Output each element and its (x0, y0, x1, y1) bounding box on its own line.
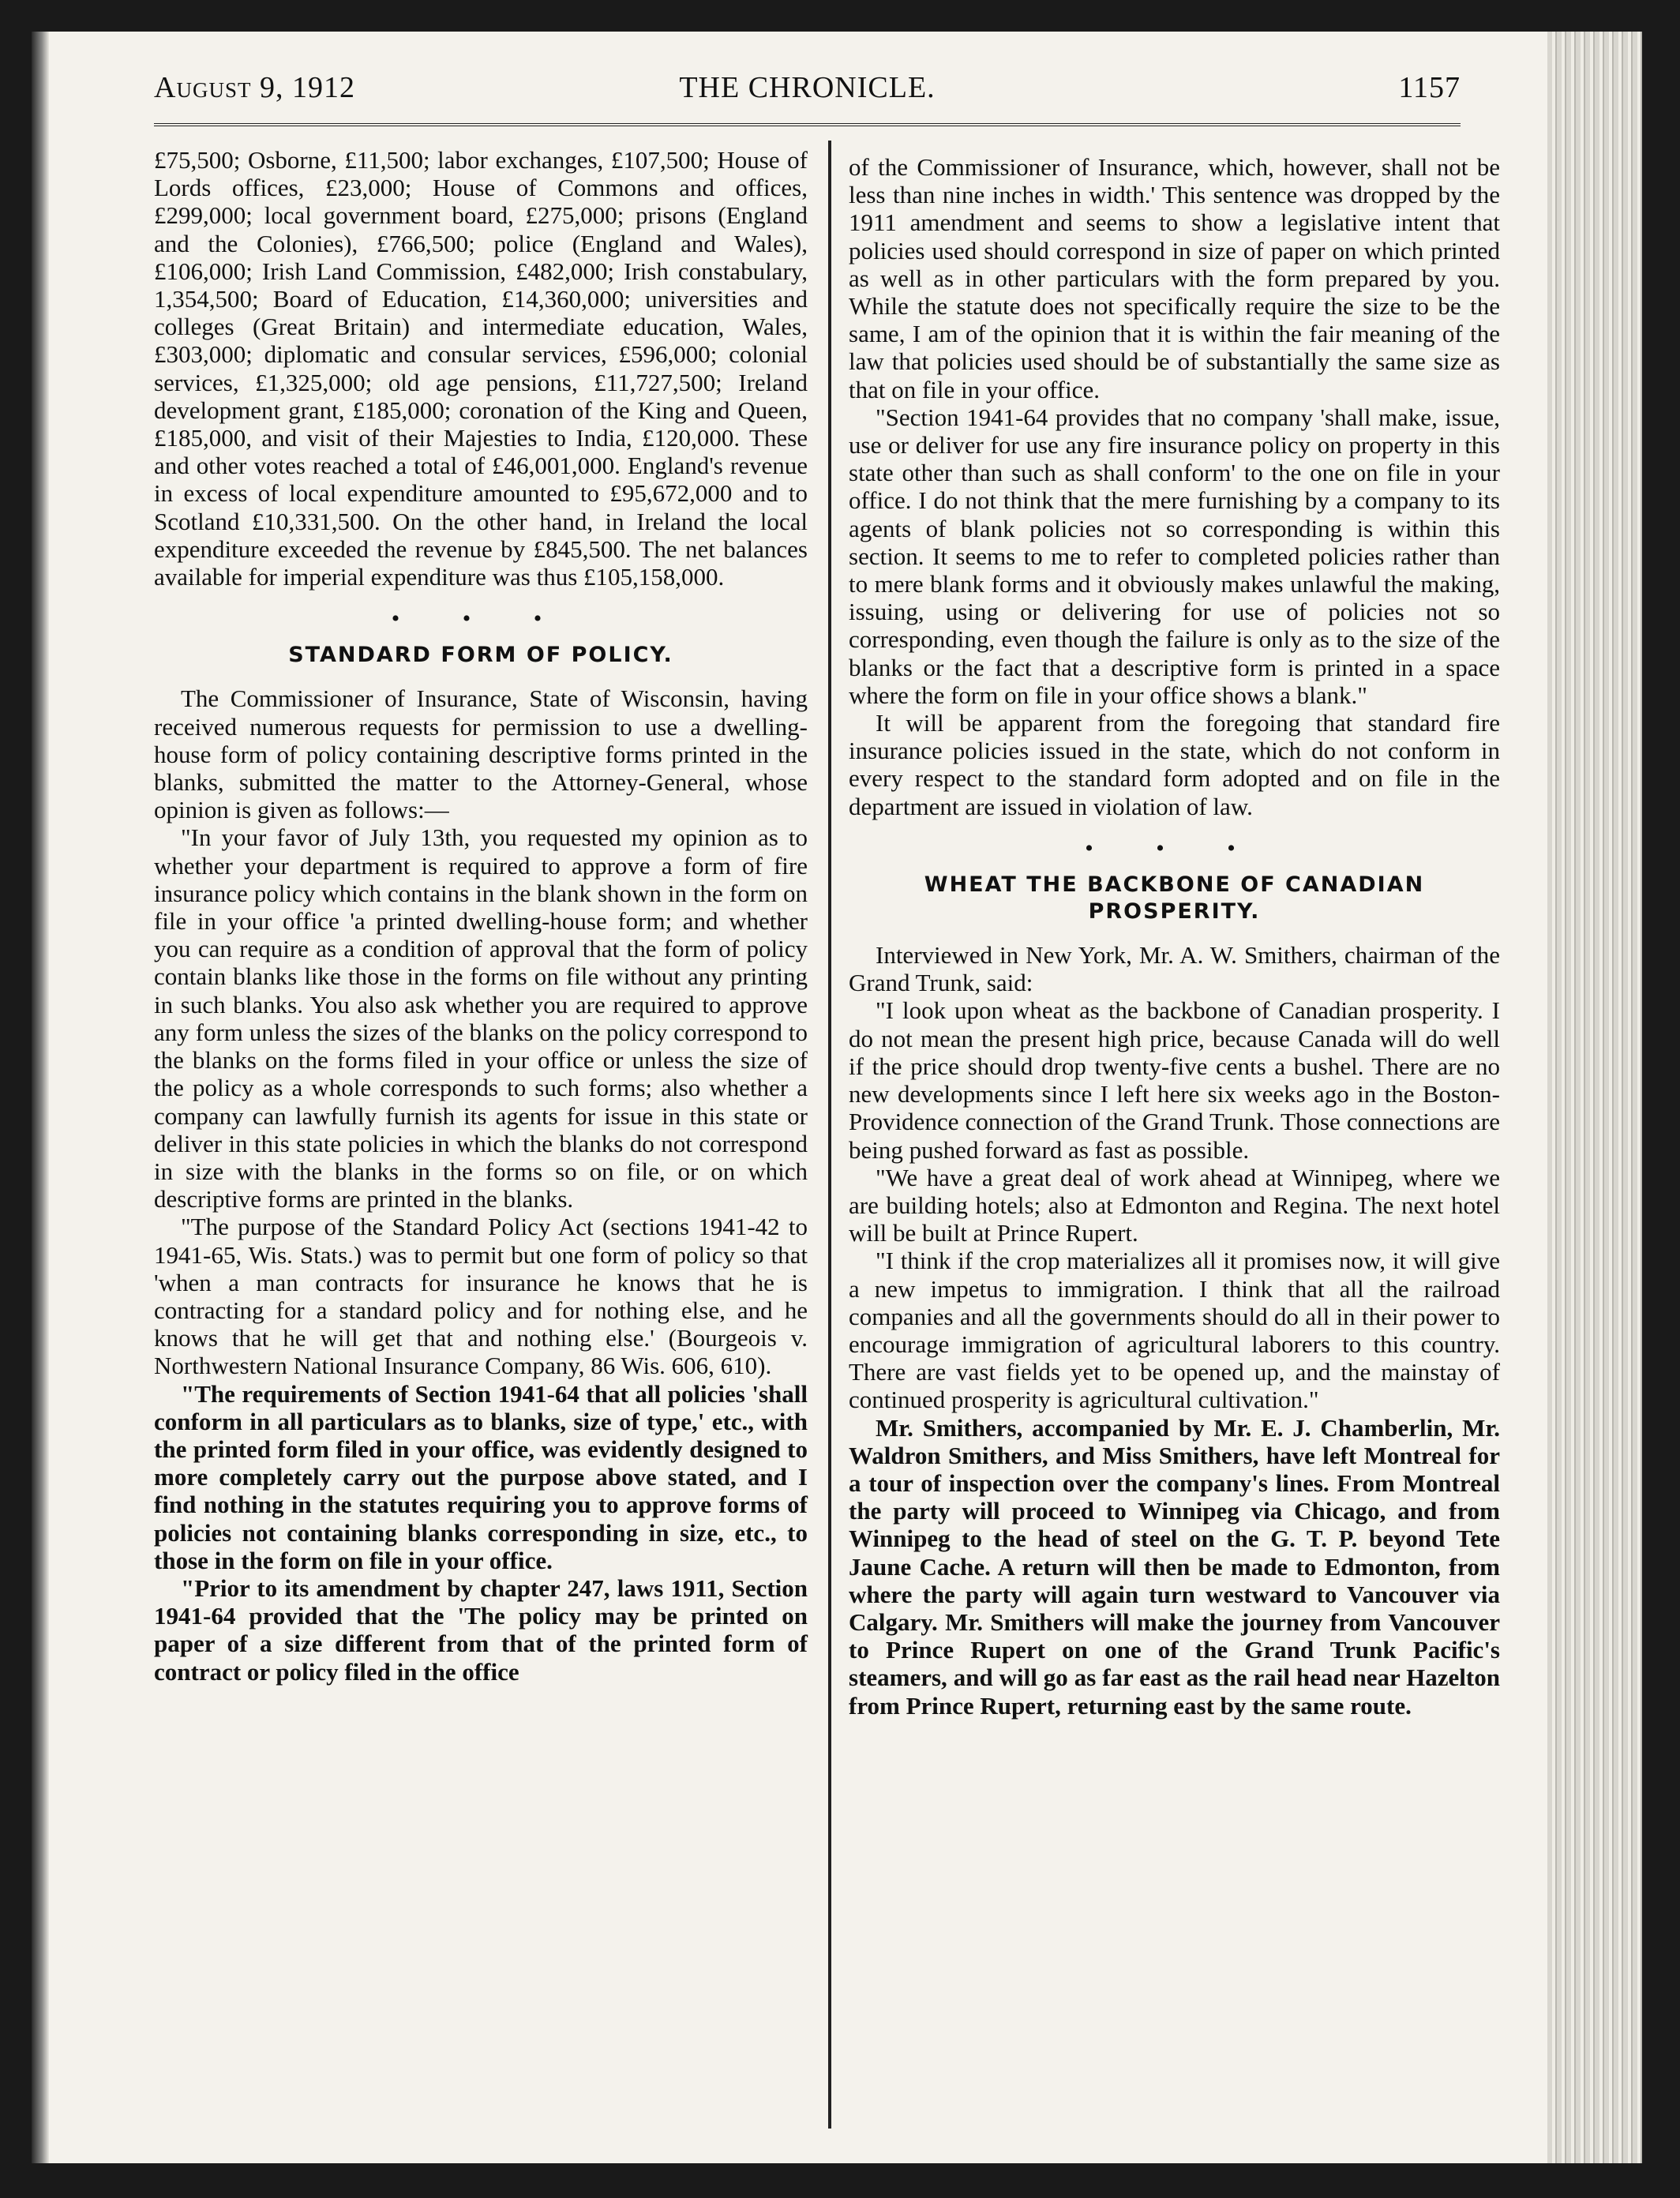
article-paragraph: "I think if the crop materializes all it promises now, it will give a new impetus to immigration. I think that all the railroad companies and all the governments should do all in their power to encourage immigration of agricultural laborers to this country. There are vast fields yet to be opened up, and the mainstay of continued prosperity is agricultural cultivation." (849, 1247, 1500, 1414)
article-paragraph: of the Commissioner of Insurance, which, however, shall not be less than nine inches in width.' This sentence was dropped by the 1911 amendment and seems to show a legislative intent that policies used should correspond in size of paper on which printed as well as in other particulars with the form prepared by you. While the statute does not specifically require the size to be the same, I am of the opinion that it is within the fair meaning of the law that policies used should be of substantially the same size as that on file in your office. (849, 153, 1500, 403)
heading-line: PROSPERITY. (1088, 899, 1261, 925)
article-paragraph: "We have a great deal of work ahead at Winnipeg, where we are building hotels; also at Edmonton and Regina. The next hotel will be built at Prince Rupert. (849, 1163, 1500, 1247)
newspaper-page (32, 32, 1642, 2163)
header-title: THE CHRONICLE. (679, 71, 936, 104)
article-paragraph: Interviewed in New York, Mr. A. W. Smithers, chairman of the Grand Trunk, said: (849, 941, 1500, 997)
article-paragraph: "Section 1941-64 provides that no company 'shall make, issue, use or deliver for use any fire insurance policy on property in this state other than such as shall conform' to the one on file in your office. I do not think that the mere furnishing by a company to its agents of blank policies not so corresponding is within this section. It seems to me to refer to completed policies rather than to mere blank forms and it obviously makes unlawful the making, issuing, using or delivering for use of policies not so corresponding, even though the failure is only as to the size of the blanks or the fact that a descriptive form is printed in a space where the form on file in your office shows a blank." (849, 403, 1500, 709)
column-divider (828, 141, 831, 2129)
heading-line: WHEAT THE BACKBONE OF CANADIAN (924, 872, 1425, 898)
article-paragraph: "I look upon wheat as the backbone of Canadian prosperity. I do not mean the present high price, because Canada will do well if the price should drop twenty-five cents a bushel. There are no new developments since I left here six weeks ago in the Boston-Providence connection of the Grand Trunk. Those connections are being pushed forward as fast as possible. (849, 996, 1500, 1164)
article-paragraph: The Commissioner of Insurance, State of Wisconsin, having received numerous requests for permission to use a dwelling-house form of policy containing descriptive forms printed in the blanks, submitted the matter to the Attorney-General, whose opinion is given as follows:— (154, 685, 808, 824)
article-heading-standard-form: STANDARD FORM OF POLICY. (288, 643, 673, 668)
header-rule (154, 123, 1461, 126)
article-heading-wheat (849, 872, 1500, 925)
article-paragraph: "The purpose of the Standard Policy Act (sections 1941-42 to 1941-65, Wis. Stats.) was to permit but one form of policy so that 'when a man contracts for insurance he knows that he is contracting for a standard policy and for nothing else, and he knows that he will get that and nothing else.' (Bourgeois v. Northwestern National Insurance Company, 86 Wis. 606, 610). (154, 1213, 808, 1380)
page-header (154, 69, 1461, 117)
article-paragraph: "The requirements of Section 1941-64 that all policies 'shall conform in all particulars as to blanks, size of type,' etc., with the printed form filed in your office, was evidently designed to more completely carry out the purpose above stated, and I find nothing in the statutes requiring you to approve forms of policies not containing blanks corresponding in size, etc., to those in the form on file in your office. (154, 1379, 808, 1574)
article-paragraph: It will be apparent from the foregoing that standard fire insurance policies issued in the state, which do not conform in every respect to the standard form adopted and on file in the department are issued in violation of law. (849, 709, 1500, 820)
section-separator: • • • (1085, 835, 1264, 861)
header-date: August 9, 1912 (154, 71, 355, 104)
page-right-edge (1547, 32, 1642, 2163)
header-page-number: 1157 (1398, 71, 1461, 104)
right-column (849, 153, 1500, 1720)
article-paragraph: Mr. Smithers, accompanied by Mr. E. J. Chamberlin, Mr. Waldron Smithers, and Miss Smithers, have left Montreal for a tour of inspection over the company's lines. From Montreal the party will proceed to Winnipeg via Chicago, and from Winnipeg to the head of steel on the G. T. P. beyond Tete Jaune Cache. A return will then be made to Edmonton, from where the party will again turn westward to Vancouver via Calgary. Mr. Smithers will make the journey from Vancouver to Prince Rupert on one of the Grand Trunk Pacific's steamers, and will go as far east as the rail head near Hazelton from Prince Rupert, returning east by the same route. (849, 1413, 1500, 1720)
left-intro-paragraph: £75,500; Osborne, £11,500; labor exchanges, £107,500; House of Lords offices, £23,000; House of Commons and offices, £299,000; local government board, £275,000; prisons (England and the Colonies), £766,500; police (England and Wales), £106,000; Irish Land Commission, £482,000; Irish constabulary, 1,354,500; Board of Education, £14,360,000; universities and colleges (Great Britain) and intermediate education, Wales, £303,000; diplomatic and consular services, £596,000; colonial services, £1,325,000; old age pensions, £11,727,500; Ireland development grant, £185,000; coronation of the King and Queen, £185,000, and visit of their Majesties to India, £120,000. These and other votes reached a total of £46,001,000. England's revenue in excess of local expenditure amounted to £95,672,000 and to Scotland £10,331,500. On the other hand, in Ireland the local expenditure exceeded the revenue by £845,500. The net balances available for imperial expenditure was thus £105,158,000. (154, 146, 808, 591)
article-paragraph: "Prior to its amendment by chapter 247, laws 1911, Section 1941-64 provided that the 'The policy may be printed on paper of a size different from that of the printed form of contract or policy filed in the office (154, 1573, 808, 1686)
article-paragraph: "In your favor of July 13th, you requested my opinion as to whether your department is required to approve a form of fire insurance policy which contains in the blank shown in the form on file in your office 'a printed dwelling-house form; and whether you can require as a condition of approval that the form of policy contain blanks like those in the forms on file without any printing in such blanks. You also ask whether you are required to approve any form unless the sizes of the blanks on the policy correspond to the blanks on the forms filed in your office or unless the size of the policy as a whole corresponds to such forms; also whether a company can lawfully furnish its agents for issue in this state or deliver in this state policies in which the blanks do not correspond in size with the blanks in the forms so on file, or on which descriptive forms are printed in the blanks. (154, 823, 808, 1213)
left-column (154, 146, 808, 1686)
page-left-edge (32, 32, 49, 2163)
section-separator: • • • (391, 606, 571, 632)
